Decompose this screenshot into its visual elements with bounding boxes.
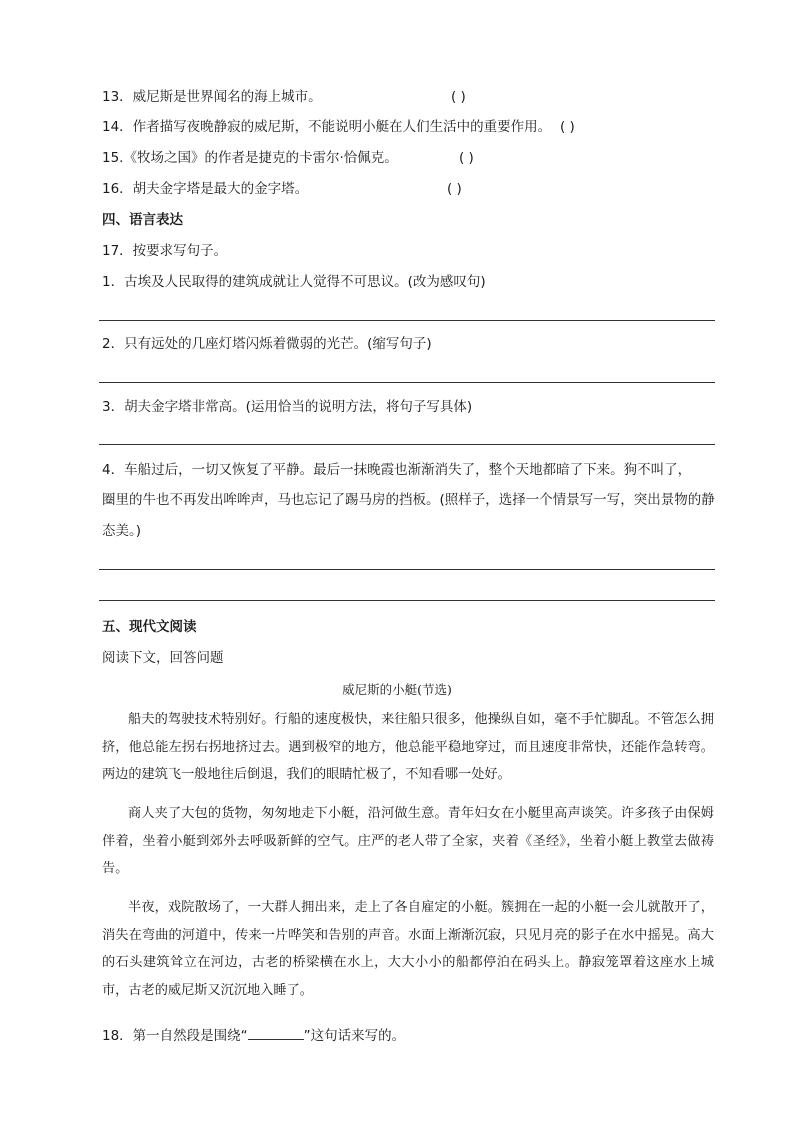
answer-paren-13[interactable]: ( ): [451, 89, 466, 105]
answer-paren-15[interactable]: ( ): [459, 150, 474, 166]
passage-paragraph-1: 船夫的驾驶技术特别好。行船的速度极快，来往船只很多，他操纵自如，毫不手忙脚乱。不管怎么拥挤，他总能左拐右拐地挤过去。遇到极窄的地方，他总能平稳地穿过，而且速度非常快，还能作急转弯。两边的建筑飞一般地往后倒退，我们的眼睛忙极了，不知看哪一处好。: [102, 712, 714, 782]
question-17-item-3: 3．胡夫金字塔非常高。(运用恰当的说明方法，将句子写具体): [102, 399, 473, 415]
answer-paren-16[interactable]: ( ): [447, 181, 462, 197]
question-17-item-2: 2．只有远处的几座灯塔闪烁着微弱的光芒。(缩写句子): [102, 336, 432, 352]
section-5-heading: 五、现代文阅读: [102, 619, 197, 635]
answer-line-1[interactable]: [99, 320, 715, 321]
question-18: [102, 1025, 405, 1045]
question-18-before: 18．第一自然段是围绕“: [102, 1028, 248, 1044]
question-17-item-4-line-3: 态美。): [102, 523, 142, 539]
passage-title: 威尼斯的小艇(节选): [342, 682, 452, 697]
answer-paren-14[interactable]: ( ): [560, 119, 575, 135]
question-15: 15.《牧场之国》的作者是捷克的卡雷尔·恰佩克。: [102, 150, 398, 166]
passage-paragraph-2: 商人夹了大包的货物，匆匆地走下小艇，沿河做生意。青年妇女在小艇里高声谈笑。许多孩子由保姆伴着，坐着小艇到郊外去呼吸新鲜的空气。庄严的老人带了全家，夹着《圣经》，坐着小艇上教堂去做祷告。: [102, 806, 714, 876]
answer-blank-18[interactable]: [248, 1025, 304, 1040]
question-18-after: ”这句话来写的。: [303, 1028, 406, 1044]
question-13: 13．威尼斯是世界闻名的海上城市。: [102, 89, 322, 105]
section-4-heading: 四、语言表达: [102, 212, 183, 228]
answer-line-4a[interactable]: [99, 569, 715, 570]
passage-paragraph-3: 半夜，戏院散场了，一大群人拥出来，走上了各自雇定的小艇。簇拥在一起的小艇一会儿就散开了，消失在弯曲的河道中，传来一片哗笑和告别的声音。水面上渐渐沉寂，只见月亮的影子在水中摇晃。高大的石头建筑耸立在河边，古老的桥梁横在水上，大大小小的船都停泊在码头上。静寂笼罩着这座水上城市，古老的威尼斯又沉沉地入睡了。: [102, 900, 714, 998]
question-16: 16．胡夫金字塔是最大的金字塔。: [102, 181, 309, 197]
answer-line-2[interactable]: [99, 382, 715, 383]
reading-instruction: 阅读下文，回答问题: [102, 650, 224, 666]
answer-line-4b[interactable]: [99, 600, 715, 601]
question-17-item-1: 1．古埃及人民取得的建筑成就让人觉得不可思议。(改为感叹句): [102, 274, 486, 290]
answer-line-3[interactable]: [99, 444, 715, 445]
question-17-item-4-line-1: 4．车船过后，一切又恢复了平静。最后一抹晚霞也渐渐消失了，整个天地都暗了下来。狗不叫了，: [102, 462, 692, 478]
question-17-item-4-line-2: 圈里的牛也不再发出哞哞声，马也忘记了踢马房的挡板。(照样子，选择一个情景写一写，突出景物的静: [102, 492, 715, 508]
question-17: 17．按要求写句子。: [102, 243, 228, 259]
question-14: 14．作者描写夜晚静寂的威尼斯，不能说明小艇在人们生活中的重要作用。: [102, 119, 552, 135]
